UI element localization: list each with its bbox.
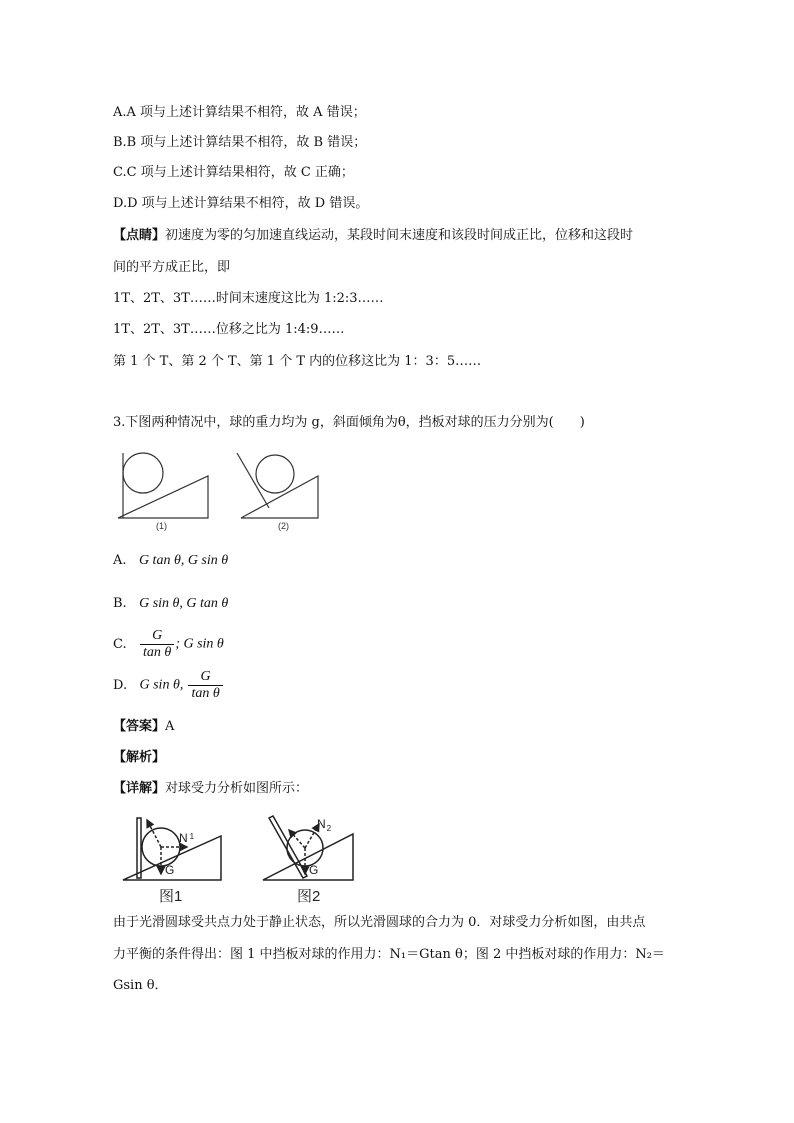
n2-label: $N_2$	[317, 817, 332, 833]
fig1-plate	[137, 818, 141, 878]
explain-d: D.D 项与上述计算结果不相符，故 D 错误。	[113, 196, 369, 211]
conclusion-line-2: 力平衡的条件得出：图 1 中挡板对球的作用力：N₁＝Gtan θ；图 2 中挡板对球的作用力：N₂＝	[113, 947, 665, 962]
tip-label: 【点睛】	[113, 228, 166, 243]
fig1-ball	[123, 453, 163, 493]
answer-label: 【答案】	[113, 719, 166, 734]
explain-a: A.A 项与上述计算结果不相符，故 A 错误；	[113, 105, 366, 120]
ratio-line-2: 1T、2T、3T……位移之比为 1:4:9……	[113, 322, 345, 337]
fig2-plate	[269, 816, 307, 878]
option-b: B. G sin θ, G tan θ	[113, 596, 229, 611]
question-figures	[113, 448, 328, 533]
fig2-board	[237, 453, 269, 508]
fig2-ball	[256, 455, 294, 493]
caption-fig1: 图1	[159, 888, 183, 905]
detail-text: 对球受力分析如图所示：	[165, 781, 309, 796]
force-fig2-incline	[263, 834, 353, 880]
option-c: C. $\frac{G}{\text{tan θ}}$ ; G sin θ	[113, 628, 224, 660]
caption-fig2: 图2	[297, 888, 321, 905]
g1-label: G	[165, 863, 175, 877]
tip-text: 初速度为零的匀加速直线运动，某段时间末速度和该段时间成正比，位移和这段时	[165, 228, 634, 243]
option-d-fraction: $\frac{G}{\text{tan θ}}$	[188, 669, 222, 702]
g2-label: G	[309, 863, 319, 877]
fig1-caption: (1)	[156, 521, 167, 531]
fig2-incline	[241, 476, 318, 518]
n1-label: N $^1$	[179, 831, 195, 845]
option-a: A. G tan θ, G sin θ	[113, 553, 229, 568]
fig2-caption: (2)	[278, 521, 289, 531]
detail-line	[113, 780, 308, 798]
option-b-math: G sin θ, G tan θ	[139, 596, 229, 611]
explain-b: B.B 项与上述计算结果不相符，故 B 错误；	[113, 135, 367, 150]
ratio-line-1: 1T、2T、3T……时间末速度这比为 1:2:3……	[113, 291, 384, 306]
explain-c: C.C 项与上述计算结果相符，故 C 正确；	[113, 165, 354, 180]
detail-label: 【详解】	[113, 781, 166, 796]
figure-1	[118, 453, 208, 518]
tip-paragraph	[113, 227, 633, 245]
option-c-fraction: $\frac{G}{\text{tan θ}}$	[140, 628, 174, 661]
tip-text-2: 间的平方成正比，即	[113, 260, 231, 275]
ratio-line-3: 第 1 个 T、第 2 个 T、第 1 个 T 内的位移这比为 1：3：5……	[113, 354, 482, 369]
answer-value: A	[165, 719, 175, 734]
conclusion-line-1: 由于光滑圆球受共点力处于静止状态，所以光滑圆球的合力为 0．对球受力分析如图，由共点	[113, 915, 646, 930]
question-stem: 3.下图两种情况中，球的重力均为 g，斜面倾角为θ，挡板对球的压力分别为( )	[113, 415, 585, 430]
support1-arrow	[147, 820, 161, 847]
fig1-incline	[118, 476, 208, 518]
answer-line	[113, 718, 174, 736]
option-a-math: G tan θ, G sin θ	[138, 553, 229, 568]
force-fig-2	[263, 816, 353, 880]
force-figures	[113, 812, 363, 904]
analysis-label: 【解析】	[113, 750, 166, 765]
figure-2	[237, 453, 318, 518]
conclusion-line-3: Gsin θ．	[113, 978, 168, 993]
option-d: D. G sin θ, $\frac{G}{\text{tan θ}}$	[113, 669, 224, 702]
